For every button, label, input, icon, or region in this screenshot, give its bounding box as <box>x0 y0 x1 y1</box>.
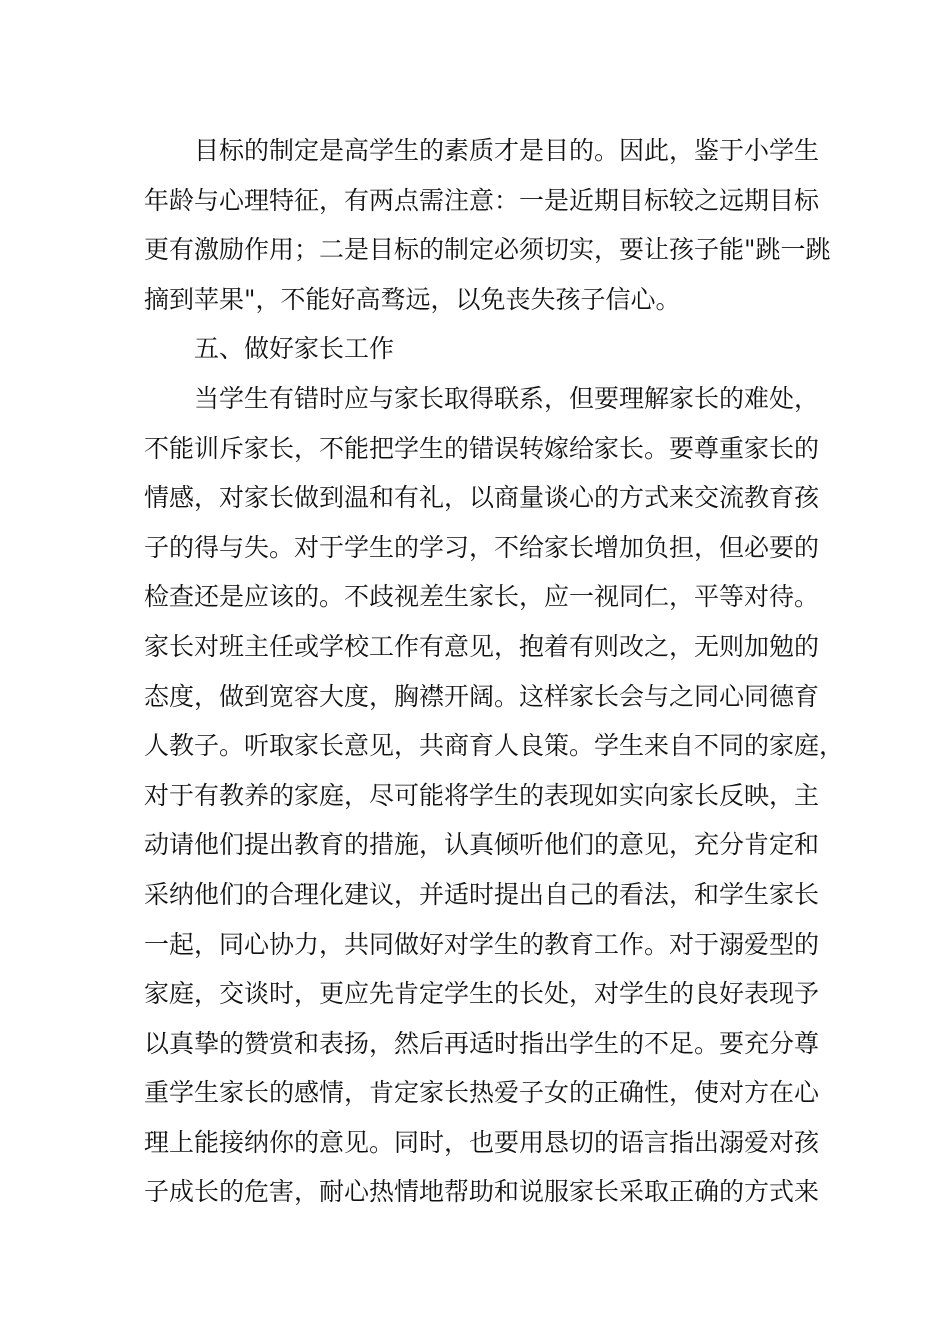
text-line: 动请他们提出教育的措施，认真倾听他们的意见，充分肯定和 <box>144 830 820 860</box>
text-line: 年龄与心理特征，有两点需注意：一是近期目标较之远期目标 <box>144 185 820 215</box>
body-text <box>144 126 845 1217</box>
text-line: 态度，做到宽容大度，胸襟开阔。这样家长会与之同心同德育 <box>144 681 820 711</box>
text-line: 人教子。听取家长意见，共商育人良策。学生来自不同的家庭， <box>144 731 845 761</box>
text-line: 当学生有错时应与家长取得联系，但要理解家长的难处， <box>194 383 820 413</box>
text-line: 采纳他们的合理化建议，并适时提出自己的看法，和学生家长 <box>144 879 820 909</box>
text-line: 对于有教养的家庭，尽可能将学生的表现如实向家长反映，主 <box>144 780 820 810</box>
text-line: 摘到苹果"，不能好高骛远，以免丧失孩子信心。 <box>144 284 681 314</box>
section-heading: 五、做好家长工作 <box>194 334 395 364</box>
text-line: 情感，对家长做到温和有礼，以商量谈心的方式来交流教育孩 <box>144 483 820 513</box>
text-line: 理上能接纳你的意见。同时，也要用恳切的语言指出溺爱对孩 <box>144 1127 820 1157</box>
text-line: 以真挚的赞赏和表扬，然后再适时指出学生的不足。要充分尊 <box>144 1028 820 1058</box>
text-line: 重学生家长的感情，肯定家长热爱子女的正确性，使对方在心 <box>144 1078 820 1108</box>
text-line: 目标的制定是高学生的素质才是目的。因此，鉴于小学生 <box>194 136 820 165</box>
text-line: 不能训斥家长，不能把学生的错误转嫁给家长。要尊重家长的 <box>144 433 820 463</box>
text-line: 家长对班主任或学校工作有意见，抱着有则改之，无则加勉的 <box>144 631 820 661</box>
text-line: 子成长的危害，耐心热情地帮助和说服家长采取正确的方式来 <box>144 1177 820 1207</box>
text-line: 更有激励作用；二是目标的制定必须切实，要让孩子能"跳一跳 <box>144 235 831 265</box>
text-line: 一起，同心协力，共同做好对学生的教育工作。对于溺爱型的 <box>144 929 820 959</box>
text-line: 子的得与失。对于学生的学习，不给家长增加负担，但必要的 <box>144 532 820 562</box>
text-line: 家庭，交谈时，更应先肯定学生的长处，对学生的良好表现予 <box>144 979 820 1009</box>
text-line: 检查还是应该的。不歧视差生家长，应一视同仁，平等对待。 <box>144 582 820 612</box>
